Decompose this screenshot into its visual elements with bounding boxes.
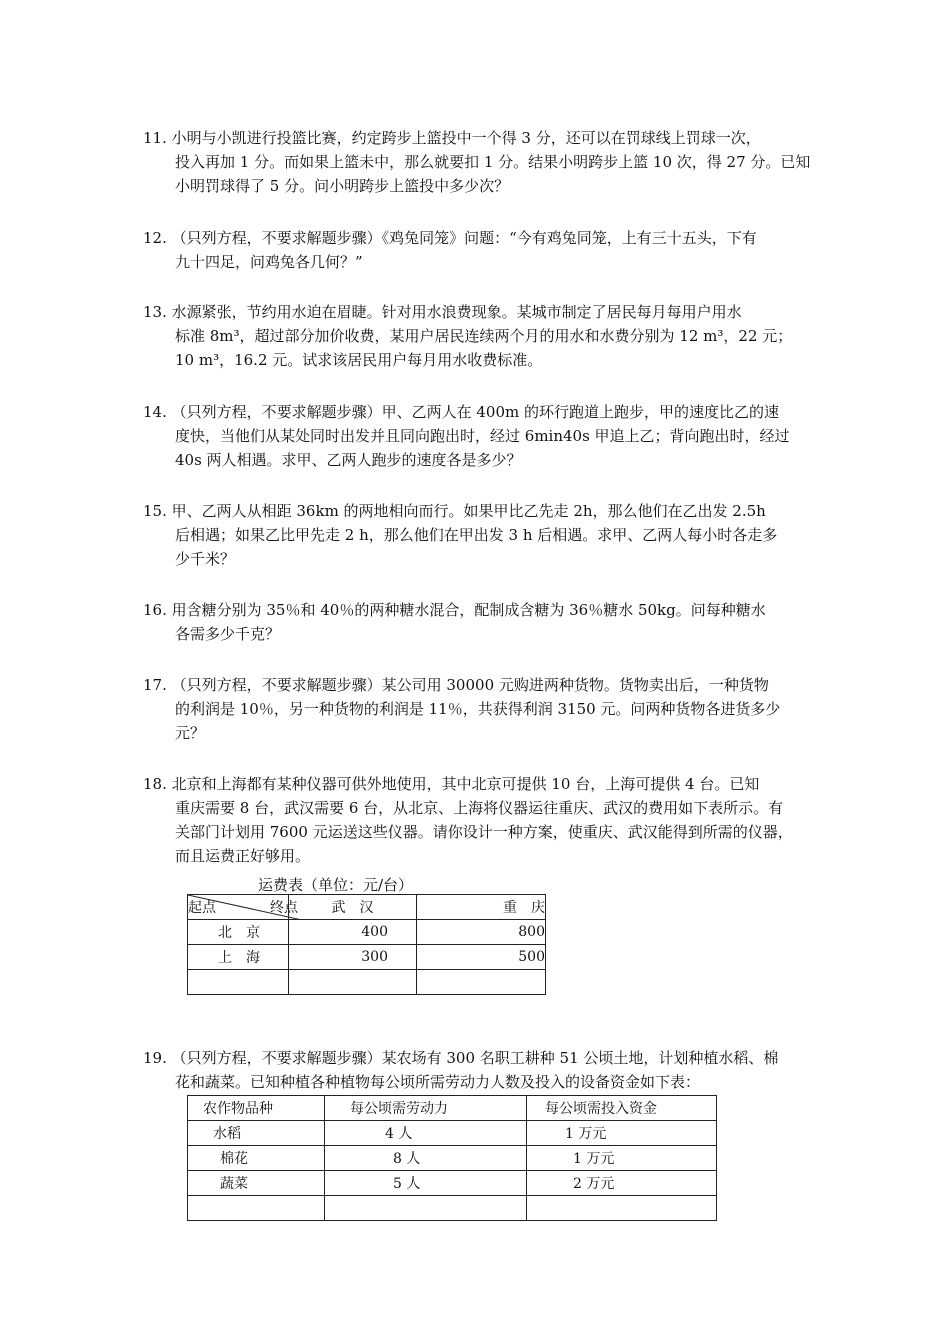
cost-cell: 300 <box>289 945 417 970</box>
question-line: 后相遇；如果乙比甲先走 2 h，那么他们在甲出发 3 h 后相遇。求甲、乙两人每小时各走多 <box>175 526 778 544</box>
question-line: 16. 用含糖分别为 35％和 40％的两种糖水混合，配制成含糖为 36％糖水 50kg。问每种糖水 <box>143 601 766 619</box>
corner-start-label: 起点 <box>188 900 216 916</box>
table-row <box>188 1121 717 1146</box>
question-line: 关部门计划用 7600 元运送这些仪器。请你设计一种方案，使重庆、武汉能得到所需的仪器， <box>175 823 793 841</box>
corner-end-label: 终点 <box>270 900 298 916</box>
fund-cell: 2 万元 <box>527 1171 717 1196</box>
crop-table <box>187 1095 717 1221</box>
table-header-row <box>188 895 546 920</box>
question-17 <box>143 673 823 745</box>
question-line: 少千米？ <box>175 550 236 568</box>
question-line: 而且运费正好够用。 <box>175 847 311 865</box>
question-line: 17. （只列方程，不要求解题步骤）某公司用 30000 元购进两种货物。货物卖出后，一种货物 <box>143 676 769 694</box>
cost-table-caption: 运费表（单位：元/台） <box>258 876 414 894</box>
question-line: 度快，当他们从某处同时出发并且同向跑出时，经过 6min40s 甲追上乙；背向跑出时，经过 <box>175 427 790 445</box>
question-line: 13. 水源紧张，节约用水迫在眉睫。针对用水浪费现象。某城市制定了居民每月每用户用水 <box>143 303 742 321</box>
question-line: 12. （只列方程，不要求解题步骤）《鸡兔同笼》问题：“今有鸡兔同笼，上有三十五头，下有 <box>143 229 757 247</box>
table-row <box>188 1146 717 1171</box>
table-row <box>188 945 546 970</box>
empty-cell <box>289 970 417 995</box>
header-fund: 每公顷需投入资金 <box>527 1096 717 1121</box>
fund-cell: 1 万元 <box>527 1121 717 1146</box>
question-line: 11. 小明与小凯进行投篮比赛，约定跨步上篮投中一个得 3 分，还可以在罚球线上罚球一次， <box>143 129 761 147</box>
question-14 <box>143 400 823 472</box>
question-18 <box>143 772 823 868</box>
crop-cell: 水稻 <box>188 1121 325 1146</box>
header-wuhan: 武 汉 <box>289 895 417 920</box>
origin-cell: 北 京 <box>188 920 289 945</box>
empty-cell <box>188 1196 325 1221</box>
table-row <box>188 1196 717 1221</box>
header-chongqing: 重 庆 <box>417 895 546 920</box>
labor-cell: 5 人 <box>325 1171 527 1196</box>
question-line: 15. 甲、乙两人从相距 36km 的两地相向而行。如果甲比乙先走 2h，那么他们在乙出发 2.5h <box>143 502 766 520</box>
header-crop: 农作物品种 <box>188 1096 325 1121</box>
empty-cell <box>527 1196 717 1221</box>
origin-cell: 上 海 <box>188 945 289 970</box>
header-labor: 每公顷需劳动力 <box>325 1096 527 1121</box>
cost-cell: 800 <box>417 920 546 945</box>
question-line: 18. 北京和上海都有某种仪器可供外地使用，其中北京可提供 10 台，上海可提供 4 台。已知 <box>143 775 760 793</box>
empty-cell <box>325 1196 527 1221</box>
empty-cell <box>188 970 289 995</box>
question-line: 重庆需要 8 台，武汉需要 6 台，从北京、上海将仪器运往重庆、武汉的费用如下表所示。有 <box>175 799 784 817</box>
fund-cell: 1 万元 <box>527 1146 717 1171</box>
question-line: 花和蔬菜。已知种植各种植物每公顷所需劳动力人数及投入的设备资金如下表： <box>175 1073 701 1091</box>
question-line: 40s 两人相遇。求甲、乙两人跑步的速度各是多少？ <box>175 451 522 469</box>
crop-cell: 棉花 <box>188 1146 325 1171</box>
question-line: 九十四足，问鸡兔各几何？” <box>175 253 363 271</box>
crop-cell: 蔬菜 <box>188 1171 325 1196</box>
question-line: 的利润是 10％，另一种货物的利润是 11％，共获得利润 3150 元。问两种货物各进货多少 <box>175 700 781 718</box>
question-12 <box>143 226 823 274</box>
table-row <box>188 920 546 945</box>
question-line: 元？ <box>175 724 206 742</box>
question-16 <box>143 598 823 646</box>
question-line: 投入再加 1 分。而如果上篮未中，那么就要扣 1 分。结果小明跨步上篮 10 次，得 27 分。已知 <box>175 153 811 171</box>
labor-cell: 4 人 <box>325 1121 527 1146</box>
question-line: 各需多少千克？ <box>175 625 281 643</box>
labor-cell: 8 人 <box>325 1146 527 1171</box>
question-13 <box>143 300 823 372</box>
cost-cell: 400 <box>289 920 417 945</box>
question-19 <box>143 1046 823 1094</box>
cost-cell: 500 <box>417 945 546 970</box>
question-line: 14. （只列方程，不要求解题步骤）甲、乙两人在 400m 的环行跑道上跑步，甲的速度比乙的速 <box>143 403 780 421</box>
question-11 <box>143 126 823 198</box>
table-row <box>188 1171 717 1196</box>
question-line: 小明罚球得了 5 分。问小明跨步上篮投中多少次？ <box>175 177 510 195</box>
corner-cell <box>188 895 298 920</box>
question-15 <box>143 499 823 571</box>
question-line: 10 m³，16.2 元。试求该居民用户每月用水收费标准。 <box>175 351 543 369</box>
table-header-row <box>188 1096 717 1121</box>
question-line: 19. （只列方程，不要求解题步骤）某农场有 300 名职工耕种 51 公顷土地，计划种植水稻、棉 <box>143 1049 779 1067</box>
cost-table <box>187 894 546 995</box>
table-row <box>188 970 546 995</box>
question-line: 标准 8m³，超过部分加价收费，某用户居民连续两个月的用水和水费分别为 12 m³，22 元； <box>175 327 793 345</box>
empty-cell <box>417 970 546 995</box>
